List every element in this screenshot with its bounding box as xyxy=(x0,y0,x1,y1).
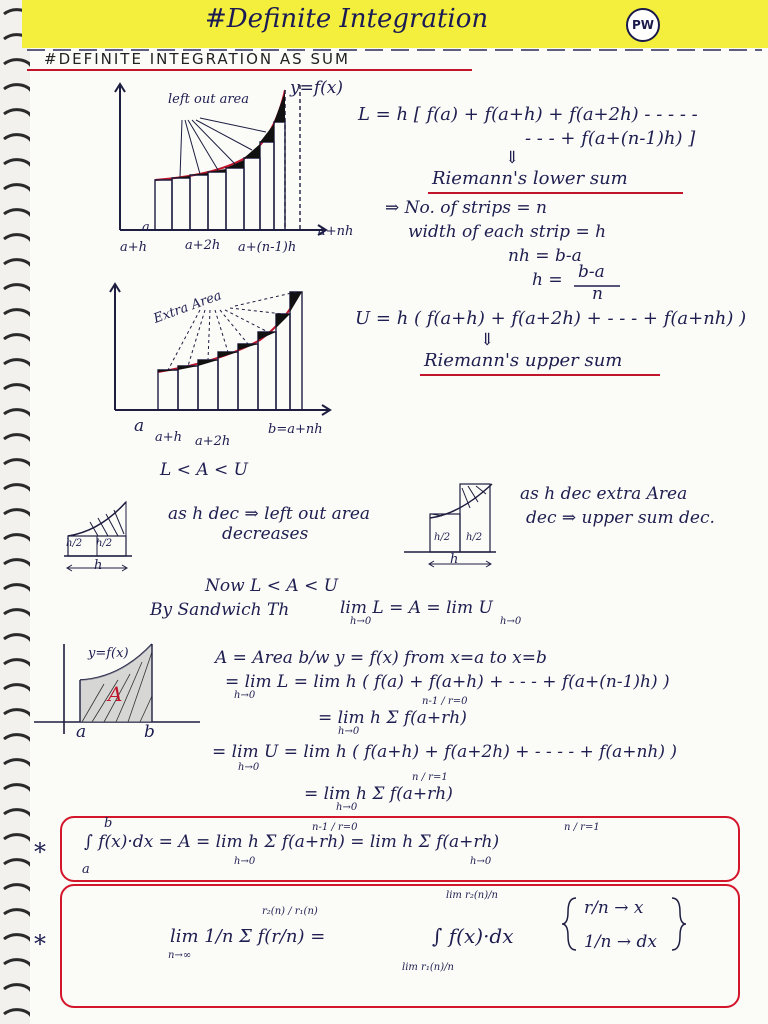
spiral-coil xyxy=(4,610,32,618)
derivation-lim-sub-1: h→0 xyxy=(234,690,256,701)
spiral-coil xyxy=(4,810,32,818)
spiral-coil xyxy=(4,985,32,993)
spiral-coil xyxy=(4,910,32,918)
upper-sum-underline xyxy=(420,372,670,378)
lower-sum-underline xyxy=(428,190,688,196)
spiral-coil xyxy=(4,760,32,768)
graph2-area-label: Extra Area xyxy=(151,288,224,327)
area-graph-a: a xyxy=(76,722,87,742)
spiral-coil xyxy=(4,160,32,168)
spiral-coil xyxy=(4,960,32,968)
pw-logo: PW xyxy=(626,8,660,42)
derivation-lim-sub-3: h→0 xyxy=(238,762,260,773)
spiral-coil xyxy=(4,635,32,643)
graph1-tick-a-nh: a+nh xyxy=(318,224,354,239)
lower-sum-formula-2: - - - + f(a+(n-1)h) ] xyxy=(525,128,696,149)
derivation-line-5: = lim h Σ f(a+rh) xyxy=(304,784,453,804)
spiral-coil xyxy=(4,860,32,868)
left-decrease-text-1: as h dec ⇒ left out area xyxy=(168,504,371,524)
strip-count: ⇒ No. of strips = n xyxy=(385,198,547,218)
box1-sum2-limits: n / r=1 xyxy=(564,822,600,833)
derivation-lim-sub-2: h→0 xyxy=(338,726,360,737)
box1-formula: ∫ f(x)·dx = A = lim h Σ f(a+rh) = lim h Σ f(a+rh) xyxy=(84,832,500,852)
box1-lim-sub-1: h→0 xyxy=(234,856,256,867)
spiral-coil xyxy=(4,310,32,318)
graph1-tick-a: a xyxy=(142,220,150,235)
derivation-lim-sub-4: h→0 xyxy=(336,802,358,813)
sandwich-inequality: Now L < A < U xyxy=(205,576,339,596)
spiral-coil xyxy=(4,410,32,418)
page-title: #Definite Integration xyxy=(205,4,489,34)
box2-sum-limits: r₂(n) / r₁(n) xyxy=(262,906,318,917)
h-lhs: h = xyxy=(532,270,563,290)
derivation-line-3: = lim h Σ f(a+rh) xyxy=(318,708,467,728)
mini-lower-strip-label-2: h/2 xyxy=(96,538,113,549)
graph1-tick-a-2h: a+2h xyxy=(185,238,221,253)
spiral-coil xyxy=(4,660,32,668)
h-denominator: n xyxy=(592,284,603,304)
box2-integral: ∫ f(x)·dx xyxy=(432,924,514,948)
spiral-coil xyxy=(4,360,32,368)
spiral-coil xyxy=(4,85,32,93)
spiral-coil xyxy=(4,735,32,743)
lower-sum-name: Riemann's lower sum xyxy=(432,168,628,189)
spiral-coil xyxy=(4,935,32,943)
sandwich-lim-sub-1: h→0 xyxy=(350,616,372,627)
spiral-coil xyxy=(4,260,32,268)
spiral-coil xyxy=(4,1010,32,1018)
spiral-coil xyxy=(4,135,32,143)
upper-sum-formula: U = h ( f(a+h) + f(a+2h) + - - - + f(a+nh) ) xyxy=(355,308,747,329)
mini-lower-strip-label-1: h/2 xyxy=(66,538,83,549)
mini-upper-strip-label-2: h/2 xyxy=(466,532,483,543)
sandwich-label: By Sandwich Th xyxy=(150,600,290,620)
graph1-tick-a-h: a+h xyxy=(120,240,148,255)
right-decrease-text-2: dec ⇒ upper sum dec. xyxy=(526,508,715,528)
graph2-tick-b: b=a+nh xyxy=(268,422,323,437)
derivation-line-1: A = Area b/w y = f(x) from x=a to x=b xyxy=(215,648,547,668)
derivation-sum-limits-1: n-1 / r=0 xyxy=(422,696,468,707)
box1-lower: a xyxy=(82,862,90,877)
box1-upper: b xyxy=(104,816,113,831)
derivation-line-2: = lim L = lim h ( f(a) + f(a+h) + - - - + f(a+(n-1)h) ) xyxy=(225,672,670,692)
spiral-coil xyxy=(4,885,32,893)
section-subtitle: #DEFINITE INTEGRATION AS SUM xyxy=(44,50,350,68)
box2-star: * xyxy=(34,930,46,958)
lower-sum-formula-1: L = h [ f(a) + f(a+h) + f(a+2h) - - - - - xyxy=(358,104,698,125)
graph2-tick-a-2h: a+2h xyxy=(195,434,231,449)
spiral-coil xyxy=(4,585,32,593)
spiral-coil xyxy=(4,285,32,293)
box2-lhs-sub: n→∞ xyxy=(168,950,192,961)
graph1-fx-label: y=f(x) xyxy=(290,78,343,98)
box2-map-dx: 1/n → dx xyxy=(584,932,658,952)
upper-sum-graph xyxy=(90,282,360,422)
graph1-tick-a-n-1h: a+(n-1)h xyxy=(238,240,297,255)
derivation-line-4: = lim U = lim h ( f(a+h) + f(a+2h) + - - - - + f(a+nh) ) xyxy=(212,742,678,762)
spiral-coil xyxy=(4,535,32,543)
box2-upper-limit: lim r₂(n)/n xyxy=(446,890,498,901)
spiral-coil xyxy=(4,385,32,393)
upper-sum-name: Riemann's upper sum xyxy=(424,350,623,371)
left-decrease-text-2: decreases xyxy=(222,524,309,544)
mini-upper-h-label: h xyxy=(450,552,459,567)
nh-equals: nh = b-a xyxy=(508,246,582,266)
box2-lhs: lim 1/n Σ f(r/n) = xyxy=(170,926,326,947)
box2-lower-limit: lim r₁(n)/n xyxy=(402,962,454,973)
h-numerator: b-a xyxy=(578,262,605,282)
graph1-area-label: left out area xyxy=(168,92,249,107)
strip-width: width of each strip = h xyxy=(408,222,607,242)
derivation-sum-limits-2: n / r=1 xyxy=(412,772,448,783)
spiral-coil xyxy=(4,710,32,718)
sandwich-limit: lim L = A = lim U xyxy=(340,598,493,618)
spiral-coil xyxy=(4,510,32,518)
spiral-coil xyxy=(4,685,32,693)
box2-map-x: r/n → x xyxy=(584,898,644,918)
spiral-coil xyxy=(4,560,32,568)
area-graph-fx: y=f(x) xyxy=(88,646,129,661)
spiral-binding xyxy=(0,0,34,1024)
upper-sum-arrow: ⇓ xyxy=(480,330,495,350)
box1-sum1-limits: n-1 / r=0 xyxy=(312,822,358,833)
spiral-coil xyxy=(4,210,32,218)
spiral-coil xyxy=(4,835,32,843)
spiral-coil xyxy=(4,485,32,493)
area-graph-b: b xyxy=(144,722,155,742)
spiral-coil xyxy=(4,235,32,243)
lower-sum-arrow: ⇓ xyxy=(505,148,520,168)
inequality: L < A < U xyxy=(160,460,248,480)
spiral-coil xyxy=(4,185,32,193)
graph2-tick-a-h: a+h xyxy=(155,430,183,445)
spiral-coil xyxy=(4,110,32,118)
mini-lower-h-label: h xyxy=(94,558,103,573)
spiral-coil xyxy=(4,435,32,443)
sandwich-lim-sub-2: h→0 xyxy=(500,616,522,627)
graph2-tick-a: a xyxy=(134,416,145,436)
spiral-coil xyxy=(4,460,32,468)
area-graph-A: A xyxy=(108,682,123,706)
spiral-coil xyxy=(4,335,32,343)
box1-lim-sub-2: h→0 xyxy=(470,856,492,867)
spiral-coil xyxy=(4,785,32,793)
right-decrease-text-1: as h dec extra Area xyxy=(520,484,688,504)
mini-upper-strip-label-1: h/2 xyxy=(434,532,451,543)
box1-star: * xyxy=(34,838,46,866)
